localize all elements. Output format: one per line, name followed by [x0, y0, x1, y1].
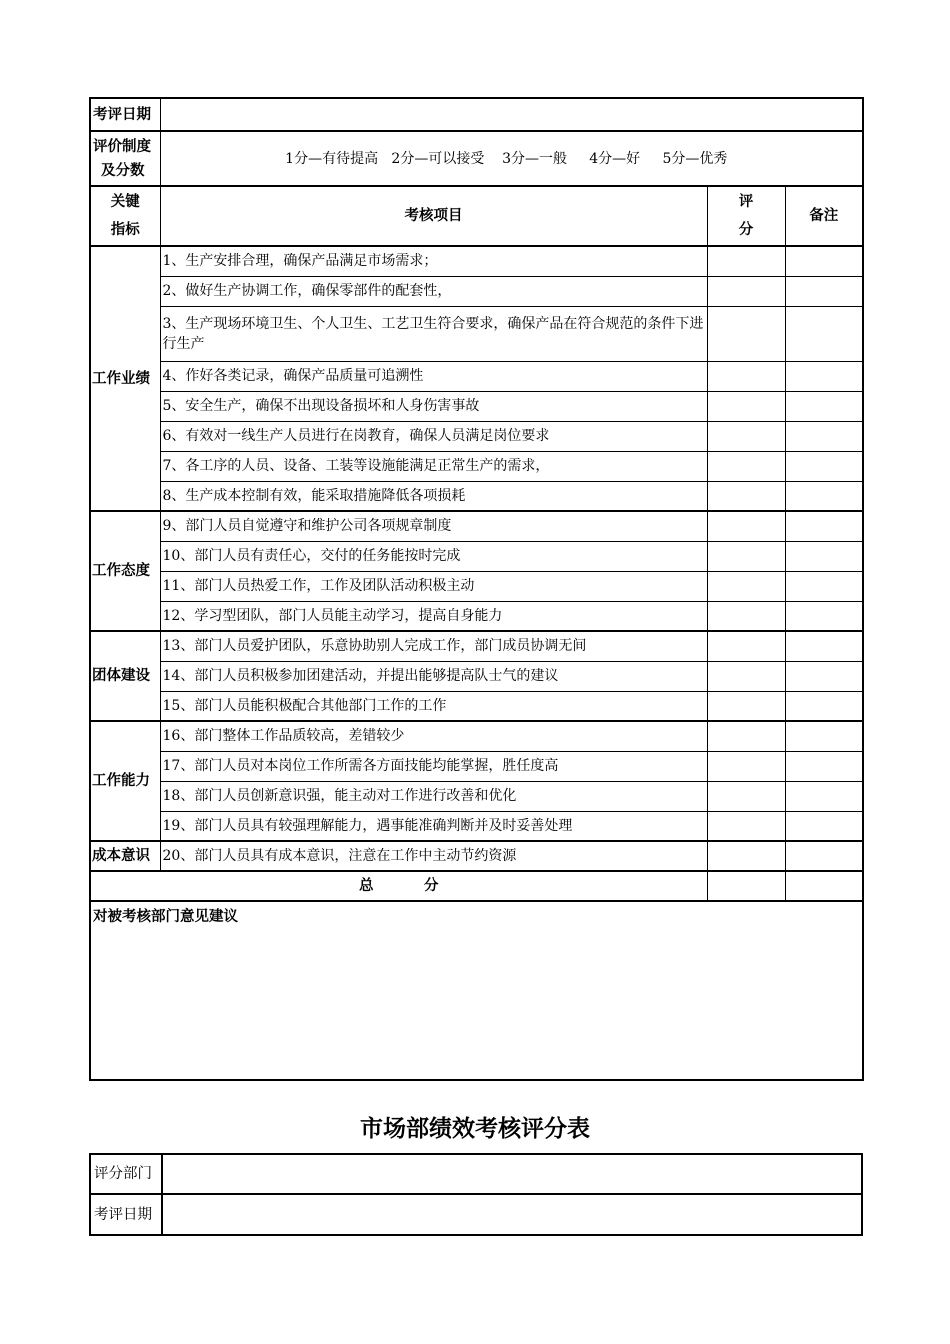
assessment-item: 17、部门人员对本岗位工作所需各方面技能均能掌握，胜任度高	[160, 751, 707, 781]
score-cell[interactable]	[707, 451, 785, 481]
header-score-line1: 评	[738, 194, 754, 210]
total-remark-cell[interactable]	[785, 871, 863, 901]
item-row	[90, 691, 863, 721]
remark-cell[interactable]	[785, 451, 863, 481]
score-cell[interactable]	[707, 391, 785, 421]
header-indicator	[90, 186, 160, 246]
assessment-item: 2、做好生产协调工作，确保零部件的配套性，	[160, 276, 707, 306]
score-cell[interactable]	[707, 631, 785, 661]
score-cell[interactable]	[707, 276, 785, 306]
item-row	[90, 361, 863, 391]
score-cell[interactable]	[707, 511, 785, 541]
header-score	[707, 186, 785, 246]
assessment-item: 9、部门人员自觉遵守和维护公司各项规章制度	[160, 511, 707, 541]
remark-cell[interactable]	[785, 306, 863, 361]
item-row	[90, 511, 863, 541]
eval-date-label: 考评日期	[90, 98, 160, 131]
item-row	[90, 306, 863, 361]
item-row	[90, 571, 863, 601]
category-label: 成本意识	[90, 841, 160, 871]
remark-cell[interactable]	[785, 481, 863, 511]
item-row	[90, 246, 863, 276]
item-row	[90, 481, 863, 511]
remark-cell[interactable]	[785, 661, 863, 691]
item-row	[90, 661, 863, 691]
assessment-item: 14、部门人员积极参加团建活动，并提出能够提高队士气的建议	[160, 661, 707, 691]
score-cell[interactable]	[707, 481, 785, 511]
remark-cell[interactable]	[785, 541, 863, 571]
eval-date-field[interactable]	[160, 98, 863, 131]
item-row	[90, 631, 863, 661]
score-cell[interactable]	[707, 691, 785, 721]
total-label: 总 分	[90, 871, 707, 901]
header-remark: 备注	[785, 186, 863, 246]
score-cell[interactable]	[707, 721, 785, 751]
category-label: 工作态度	[90, 511, 160, 631]
item-row	[90, 391, 863, 421]
header-item: 考核项目	[160, 186, 707, 246]
item-row	[90, 601, 863, 631]
form-title: 市场部绩效考核评分表	[360, 1116, 590, 1142]
remark-cell[interactable]	[785, 691, 863, 721]
remark-cell[interactable]	[785, 511, 863, 541]
assessment-item: 7、各工序的人员、设备、工装等设施能满足正常生产的需求，	[160, 451, 707, 481]
score-cell[interactable]	[707, 246, 785, 276]
assessment-item: 1、生产安排合理，确保产品满足市场需求；	[160, 246, 707, 276]
dept-label: 评分部门	[90, 1154, 162, 1194]
item-row	[90, 421, 863, 451]
remark-cell[interactable]	[785, 721, 863, 751]
assessment-item: 16、部门整体工作品质较高，差错较少	[160, 721, 707, 751]
remark-cell[interactable]	[785, 781, 863, 811]
item-row	[90, 811, 863, 841]
assessment-item: 15、部门人员能积极配合其他部门工作的工作	[160, 691, 707, 721]
remark-cell[interactable]	[785, 276, 863, 306]
score-cell[interactable]	[707, 751, 785, 781]
header-indicator-line2: 指标	[110, 222, 140, 238]
remark-cell[interactable]	[785, 601, 863, 631]
score-cell[interactable]	[707, 601, 785, 631]
category-label: 团体建设	[90, 631, 160, 721]
header-indicator-line1: 关键	[110, 194, 140, 210]
rating-label-line2: 及分数	[101, 162, 145, 179]
score-cell[interactable]	[707, 811, 785, 841]
header-score-line2: 分	[738, 222, 754, 238]
assessment-item: 20、部门人员具有成本意识，注意在工作中主动节约资源	[160, 841, 707, 871]
score-cell[interactable]	[707, 361, 785, 391]
rating-scale: 1分—有待提高 2分—可以接受 3分—一般 4分—好 5分—优秀	[160, 131, 863, 186]
item-row	[90, 751, 863, 781]
assessment-item: 18、部门人员创新意识强，能主动对工作进行改善和优化	[160, 781, 707, 811]
rating-system-label	[90, 131, 160, 186]
remark-cell[interactable]	[785, 751, 863, 781]
item-row	[90, 781, 863, 811]
score-cell[interactable]	[707, 306, 785, 361]
item-row	[90, 451, 863, 481]
score-cell[interactable]	[707, 421, 785, 451]
remark-cell[interactable]	[785, 421, 863, 451]
score-cell[interactable]	[707, 841, 785, 871]
assessment-item: 11、部门人员热爱工作，工作及团队活动积极主动	[160, 571, 707, 601]
score-cell[interactable]	[707, 571, 785, 601]
assessment-item: 3、生产现场环境卫生、个人卫生、工艺卫生符合要求，确保产品在符合规范的条件下进行生产	[160, 306, 707, 361]
evaluation-form	[89, 97, 864, 1081]
assessment-item: 12、学习型团队，部门人员能主动学习，提高自身能力	[160, 601, 707, 631]
market-dept-form	[89, 1153, 863, 1236]
item-row	[90, 276, 863, 306]
assessment-item: 13、部门人员爱护团队，乐意协助别人完成工作，部门成员协调无间	[160, 631, 707, 661]
category-label: 工作业绩	[90, 246, 160, 511]
category-label: 工作能力	[90, 721, 160, 841]
remark-cell[interactable]	[785, 246, 863, 276]
dept-field[interactable]	[162, 1154, 862, 1194]
score-cell[interactable]	[707, 661, 785, 691]
total-score-cell[interactable]	[707, 871, 785, 901]
item-row	[90, 541, 863, 571]
remark-cell[interactable]	[785, 361, 863, 391]
score-cell[interactable]	[707, 541, 785, 571]
remark-cell[interactable]	[785, 571, 863, 601]
assessment-item: 8、生产成本控制有效，能采取措施降低各项损耗	[160, 481, 707, 511]
score-cell[interactable]	[707, 781, 785, 811]
remark-cell[interactable]	[785, 391, 863, 421]
suggestion-label: 对被考核部门意见建议	[93, 909, 238, 925]
assessment-item: 6、有效对一线生产人员进行在岗教育，确保人员满足岗位要求	[160, 421, 707, 451]
date-field[interactable]	[162, 1194, 862, 1235]
remark-cell[interactable]	[785, 841, 863, 871]
item-row	[90, 721, 863, 751]
remark-cell[interactable]	[785, 811, 863, 841]
item-row	[90, 841, 863, 871]
assessment-item: 5、安全生产，确保不出现设备损坏和人身伤害事故	[160, 391, 707, 421]
remark-cell[interactable]	[785, 631, 863, 661]
assessment-item: 4、作好各类记录，确保产品质量可追溯性	[160, 361, 707, 391]
assessment-item: 19、部门人员具有较强理解能力，遇事能准确判断并及时妥善处理	[160, 811, 707, 841]
suggestion-area[interactable]	[90, 901, 863, 1080]
assessment-item: 10、部门人员有责任心，交付的任务能按时完成	[160, 541, 707, 571]
rating-label-line1: 评价制度	[93, 138, 151, 155]
date-label: 考评日期	[90, 1194, 162, 1235]
